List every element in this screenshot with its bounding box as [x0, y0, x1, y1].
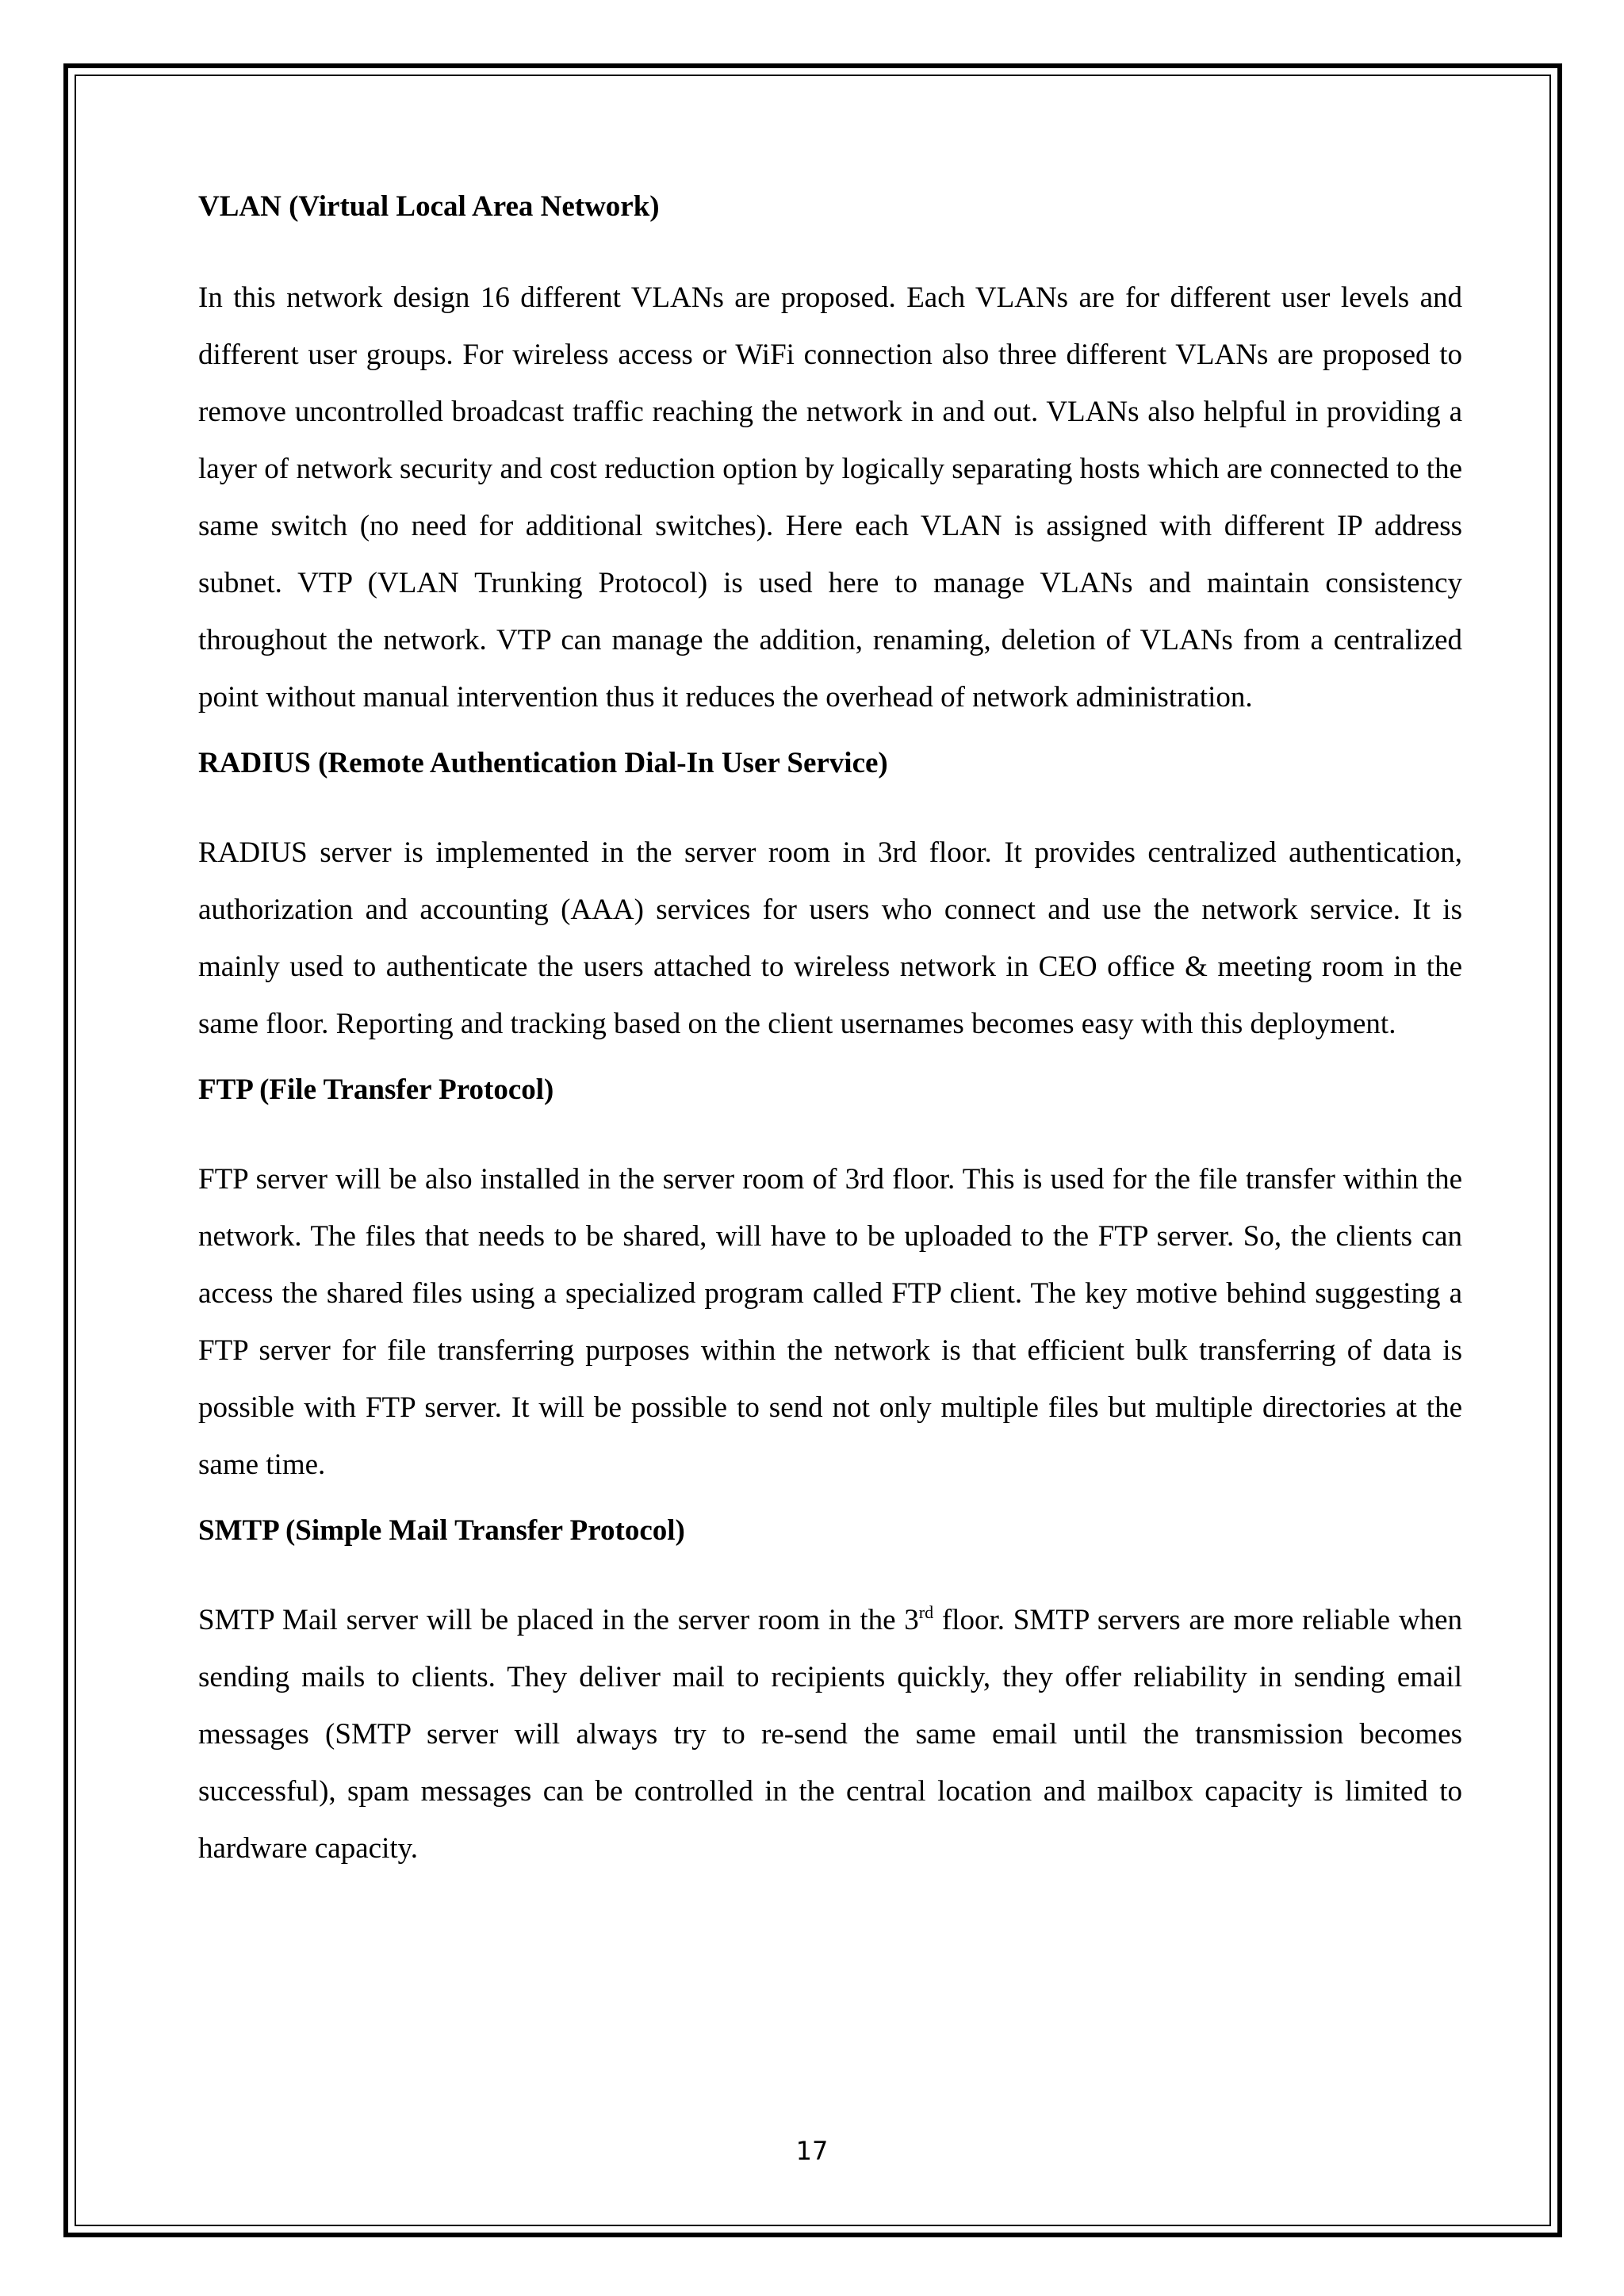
- document-body: [198, 187, 1462, 1877]
- section-body-vlan: In this network design 16 different VLANs are proposed. Each VLANs are for different user levels and different user groups. For wireless access or WiFi connection also three different VLANs are proposed to remove uncontrolled broadcast traffic reaching the network in and out. VLANs also helpful in providing a layer of network security and cost reduction option by logically separating hosts which are connected to the same switch (no need for additional switches). Here each VLAN is assigned with different IP address subnet. VTP (VLAN Trunking Protocol) is used here to manage VLANs and maintain consistency throughout the network. VTP can manage the addition, renaming, deletion of VLANs from a centralized point without manual intervention thus it reduces the overhead of network administration.: [198, 281, 1462, 714]
- section-heading-ftp: FTP (File Transfer Protocol): [198, 1073, 554, 1106]
- section-body-ftp: FTP server will be also installed in the server room of 3rd floor. This is used for the file transfer within the network. The files that needs to be shared, will have to be uploaded to the FTP server. So, the clients can access the shared files using a specialized program called FTP client. The key motive behind suggesting a FTP server for file transferring purposes within the network is that efficient bulk transferring of data is possible with FTP server. It will be possible to send not only multiple files but multiple directories at the same time.: [198, 1163, 1462, 1481]
- smtp-body-rest: floor. SMTP servers are more reliable when sending mails to clients. They deliver mail to recipients quickly, they offer reliability in sending email messages (SMTP server will always try to re-send the same email until the transmission becomes successful), spam messages can be controlled in the central location and mailbox capacity is limited to hardware capacity.: [198, 1604, 1462, 1865]
- section-heading-smtp: SMTP (Simple Mail Transfer Protocol): [198, 1514, 685, 1547]
- page-number: 17: [795, 2136, 829, 2166]
- section-heading-radius: RADIUS (Remote Authentication Dial-In User Service): [198, 747, 888, 779]
- section-body-smtp: [198, 1592, 1462, 1877]
- section-heading-vlan: VLAN (Virtual Local Area Network): [198, 190, 660, 223]
- ordinal-superscript: rd: [918, 1602, 934, 1622]
- smtp-body-start: SMTP Mail server will be placed in the server room in the 3: [198, 1604, 919, 1636]
- section-body-radius: RADIUS server is implemented in the server room in 3rd floor. It provides centralized authentication, authorization and accounting (AAA) services for users who connect and use the network service. It is mainly used to authenticate the users attached to wireless network in CEO office & meeting room in the same floor. Reporting and tracking based on the client usernames becomes easy with this deployment.: [198, 836, 1462, 1040]
